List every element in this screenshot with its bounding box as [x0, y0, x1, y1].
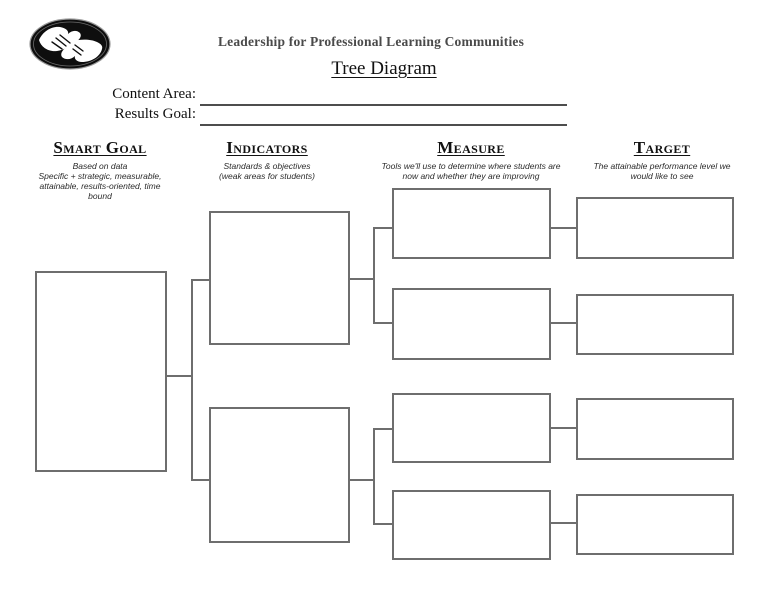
connector-line	[349, 278, 374, 280]
subtitle-line: attainable, results-oriented, time	[39, 181, 161, 191]
target-box-3[interactable]	[576, 398, 734, 460]
measure-subtitle	[371, 161, 571, 181]
target-subtitle	[562, 161, 762, 181]
connector-line	[375, 227, 392, 229]
measure-box-4[interactable]	[392, 490, 551, 560]
results-goal-label: Results Goal:	[114, 106, 196, 122]
connector-line	[373, 428, 375, 525]
measure-title: Measure	[437, 138, 505, 157]
smart-goal-subtitle	[20, 161, 180, 201]
connector-line	[550, 227, 576, 229]
connector-line	[550, 427, 576, 429]
connector-line	[193, 479, 209, 481]
target-title: Target	[633, 138, 691, 157]
subtitle-line: Tools we'll use to determine where students are	[381, 161, 561, 171]
column-header-target	[562, 138, 762, 181]
target-box-1[interactable]	[576, 197, 734, 259]
smart-goal-box[interactable]	[35, 271, 167, 472]
target-box-2[interactable]	[576, 294, 734, 355]
subtitle-line: Specific + strategic, measurable,	[38, 171, 162, 181]
subtitle-line: bound	[88, 191, 112, 201]
connector-line	[375, 322, 392, 324]
subtitle-line: Standards & objectives	[223, 161, 311, 171]
subtitle-line: (weak areas for students)	[219, 171, 315, 181]
indicators-title: Indicators	[226, 138, 308, 157]
connector-line	[375, 523, 392, 525]
connector-line	[373, 227, 375, 324]
subtitle-line: would like to see	[630, 171, 694, 181]
measure-box-3[interactable]	[392, 393, 551, 463]
connector-line	[550, 322, 576, 324]
measure-box-2[interactable]	[392, 288, 551, 360]
indicator-box-2[interactable]	[209, 407, 350, 543]
subtitle-line: now and whether they are improving	[402, 171, 540, 181]
measure-box-1[interactable]	[392, 188, 551, 259]
target-box-4[interactable]	[576, 494, 734, 555]
results-goal-input[interactable]	[200, 124, 567, 126]
connector-line	[191, 279, 193, 481]
subtitle-line: Based on data	[72, 161, 128, 171]
connector-line	[193, 279, 209, 281]
content-area-label: Content Area:	[112, 86, 196, 102]
indicator-box-1[interactable]	[209, 211, 350, 345]
indicators-subtitle	[187, 161, 347, 181]
org-title: Leadership for Professional Learning Communities	[217, 34, 525, 49]
connector-line	[349, 479, 374, 481]
column-header-smart-goal	[20, 138, 180, 201]
subtitle-line: The attainable performance level we	[593, 161, 731, 171]
connector-line	[375, 428, 392, 430]
column-header-indicators	[187, 138, 347, 181]
page-title	[0, 58, 768, 80]
page-title-text: Tree Diagram	[331, 58, 437, 79]
column-header-measure	[371, 138, 571, 181]
connector-line	[166, 375, 193, 377]
content-area-input[interactable]	[200, 104, 567, 106]
smart-goal-title: Smart Goal	[53, 138, 147, 157]
connector-line	[550, 522, 576, 524]
